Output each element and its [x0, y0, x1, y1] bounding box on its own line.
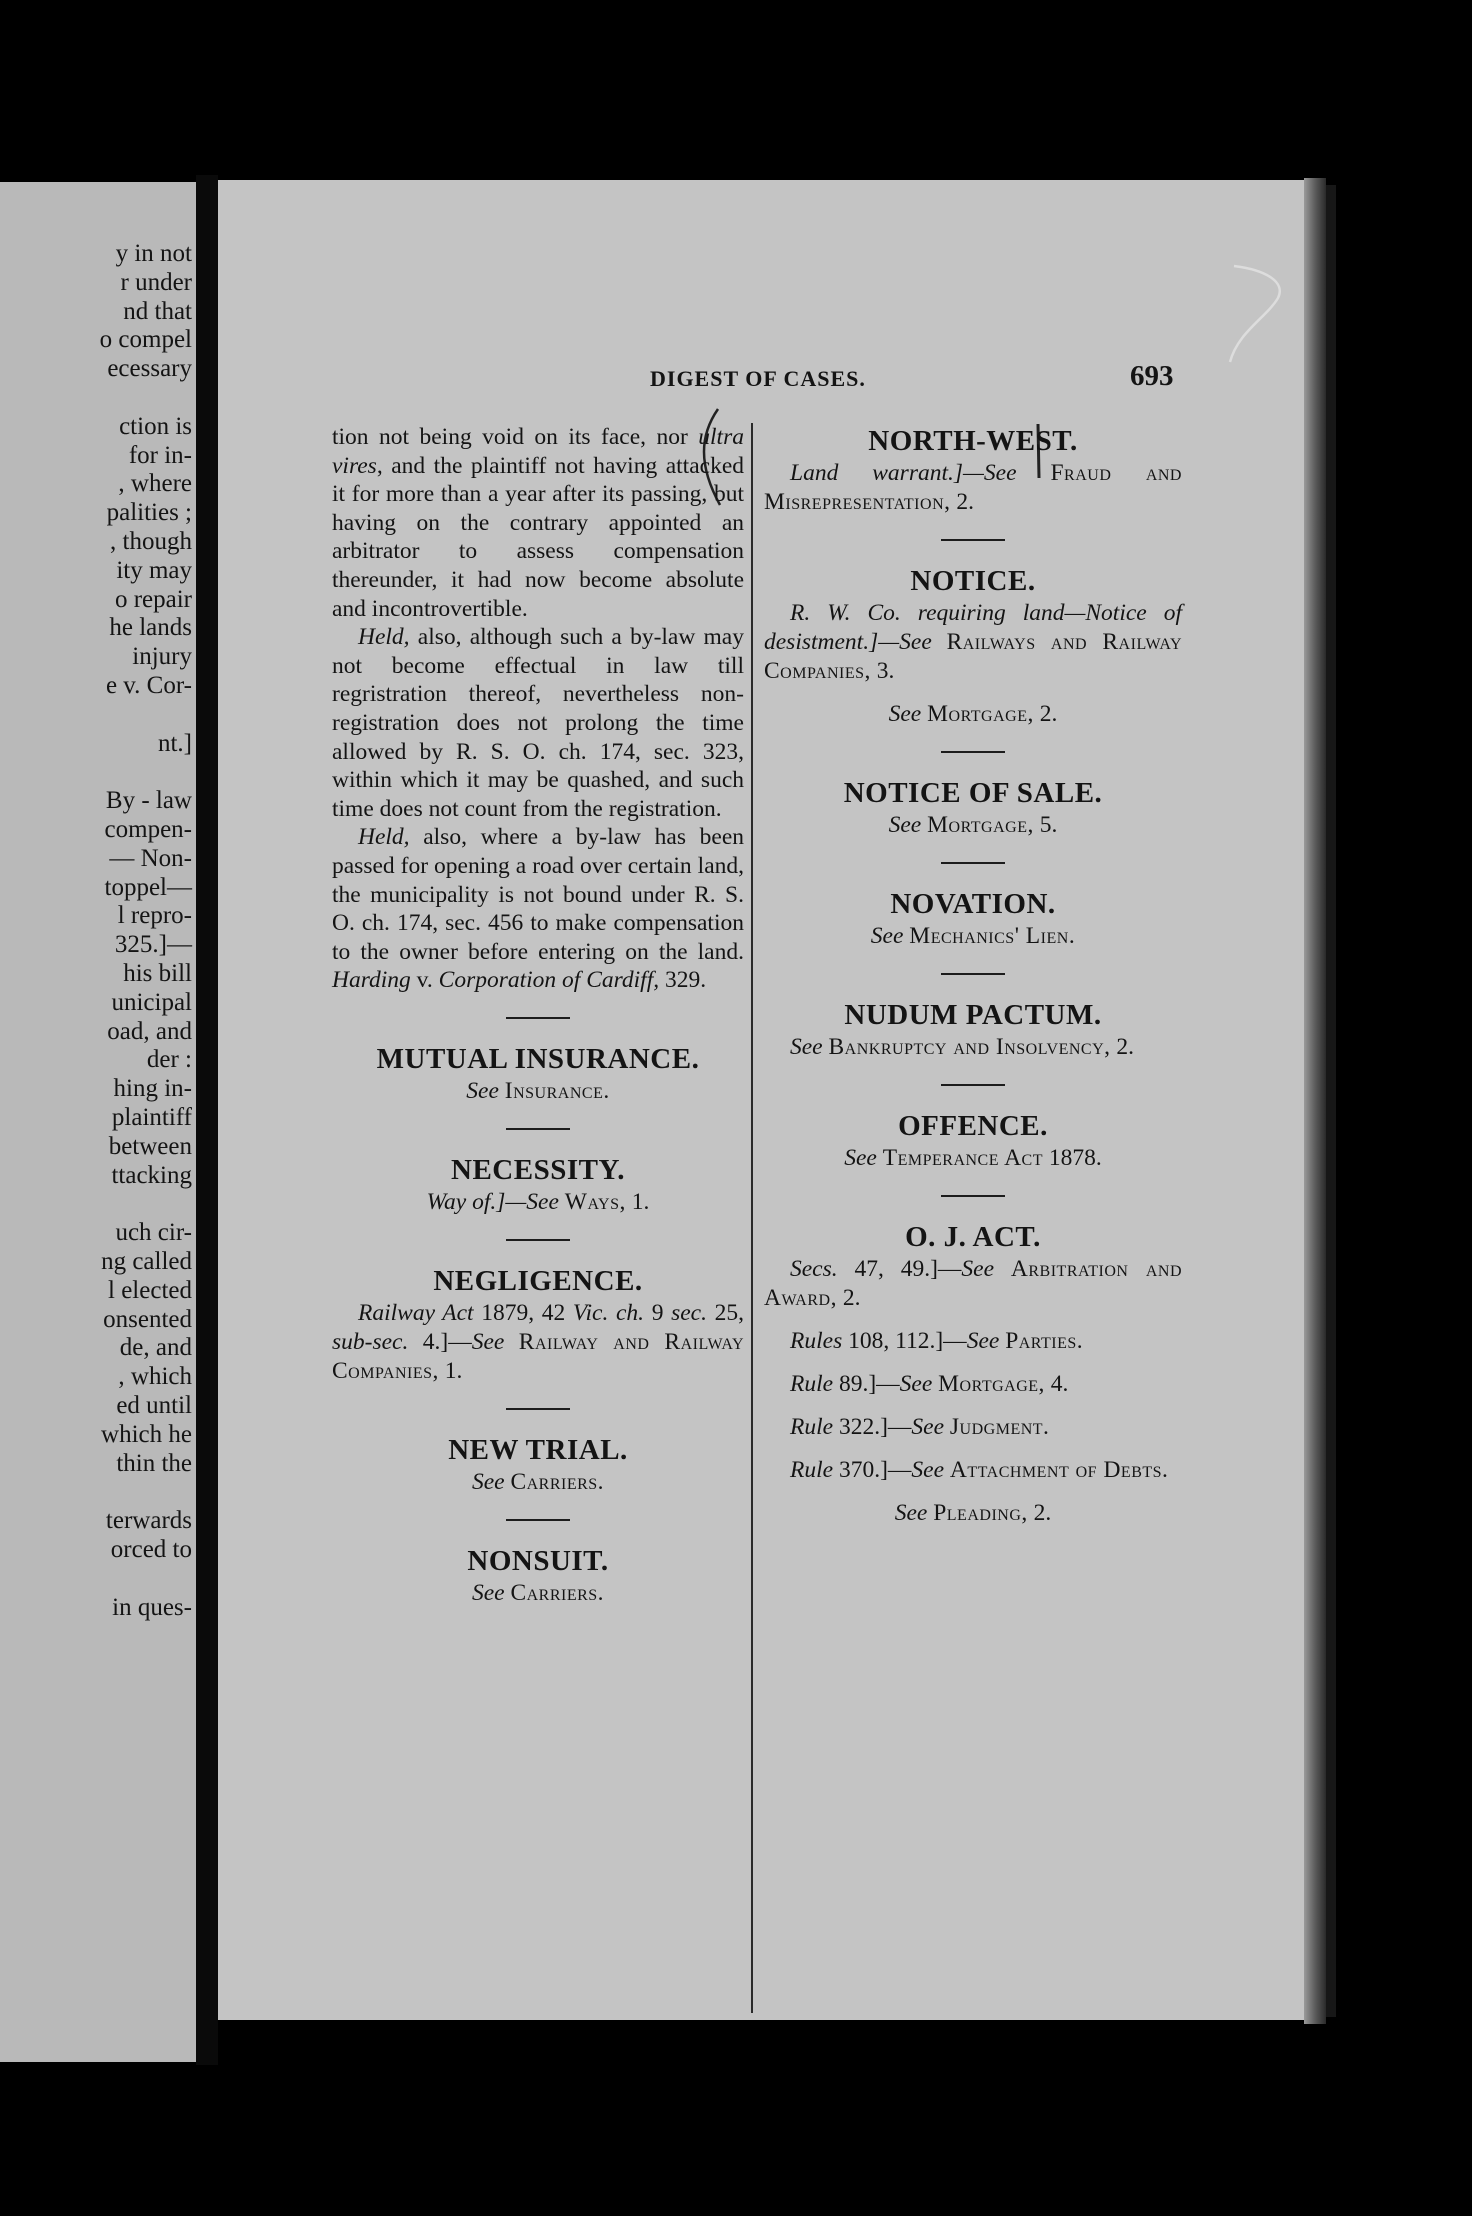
cross-reference: Carriers.: [510, 1579, 605, 1606]
left-facing-page: [0, 182, 196, 2062]
left-page-fragment: between: [108, 1132, 192, 1160]
see-label: See: [471, 1579, 505, 1606]
left-page-fragment: , which: [118, 1363, 192, 1391]
book-gutter: [196, 175, 218, 2065]
see-label: ]—See: [869, 629, 932, 655]
cross-reference: Bankruptcy and Insolvency,: [828, 1034, 1111, 1060]
entry-italic: Vic. ch.: [572, 1299, 645, 1326]
cross-reference: Parties.: [1005, 1328, 1084, 1354]
see-label: ]—See: [496, 1188, 559, 1215]
entry-oj-act-rules-108: [764, 1327, 1182, 1356]
para3-text: also, where a by-law has been passed for opening a road over certain land, the municipality is not bound under R. S. O. ch. 174, sec. 456 to make compensation to the owner before entering on the land.: [332, 824, 744, 965]
entry-oj-act-pleading: [764, 1499, 1182, 1528]
left-page-fragment: his bill: [123, 960, 192, 987]
heading-new-trial: NEW TRIAL.: [448, 1433, 628, 1466]
heading-oj-act: O. J. ACT.: [905, 1221, 1041, 1253]
left-column: [332, 423, 744, 1608]
right-column: [764, 423, 1182, 1528]
left-page-fragment: ed until: [116, 1392, 192, 1419]
cross-reference: Mortgage,: [938, 1371, 1045, 1397]
heading-necessity: NECESSITY.: [451, 1153, 625, 1186]
entry-oj-act-rule-322: [764, 1413, 1182, 1442]
entry-necessity: [332, 1188, 744, 1217]
ref-number: 3.: [870, 658, 895, 684]
entry-text: 89.]—: [833, 1371, 900, 1397]
left-page-fragment: injury: [132, 643, 192, 671]
ref-number: 2.: [1110, 1034, 1134, 1060]
left-page-fragment: hing in-: [113, 1075, 192, 1103]
ref-number: 4.: [1044, 1371, 1069, 1397]
topic: Rule: [790, 1457, 834, 1483]
entry-nudum-pactum: [764, 1033, 1182, 1062]
entry-nonsuit: [332, 1579, 744, 1608]
entry-text: 1879, 42: [473, 1299, 573, 1326]
left-page-fragment: l repro-: [117, 902, 192, 930]
left-page-fragment: , though: [110, 528, 192, 555]
cross-reference: Railways and Railway Companies,: [764, 629, 1182, 684]
left-page-fragment: in ques-: [112, 1593, 192, 1621]
cross-reference: Arbitration and Award,: [764, 1256, 1183, 1311]
topic: Rule: [790, 1414, 834, 1440]
entry-text: 9: [644, 1299, 672, 1326]
entry-text: 370.]—: [833, 1457, 912, 1483]
cross-reference: Judgment.: [949, 1414, 1050, 1440]
see-label: See: [471, 1328, 505, 1355]
ref-number: 5.: [1033, 812, 1058, 838]
see-label: ]—See: [953, 460, 1017, 486]
left-page-fragment: onsented: [103, 1305, 192, 1333]
cross-reference: Pleading,: [933, 1500, 1028, 1526]
left-page-fragment: plaintiff: [111, 1104, 192, 1131]
entry-notice-of-sale: [764, 811, 1182, 840]
left-page-fragment: nd that: [123, 297, 192, 325]
left-page-fragment: for in-: [128, 441, 192, 469]
ref-number: 1.: [625, 1188, 650, 1215]
heading-mutual-insurance: MUTUAL INSURANCE.: [376, 1042, 700, 1075]
entry-italic: sub-sec.: [332, 1328, 409, 1355]
ref-number: 2.: [950, 489, 974, 515]
entry-text: 108, 112.]—: [842, 1328, 967, 1354]
left-page-fragment: de, and: [119, 1334, 192, 1362]
entry-text: 322.]—: [833, 1414, 912, 1440]
para1-text: tion not being void on its face, nor ultra vires, and the plaintiff not having attacked it for more than a year after its passing, but having on the contrary appointed an arbitrator to assess compensation thereunder, it had now become absolute and incontrovertible.: [332, 424, 744, 622]
case-name: Harding: [332, 967, 411, 994]
left-page-fragment: nt.]: [157, 729, 192, 757]
left-page-fragment: ng called: [101, 1248, 192, 1275]
left-page-fragment: ttacking: [111, 1161, 192, 1189]
left-page-fragment: thin the: [116, 1449, 192, 1477]
cross-reference: Temperance Act: [882, 1145, 1043, 1171]
left-page-fragment: 325.]—: [114, 931, 192, 959]
left-page-fragment: palities ;: [106, 499, 192, 527]
column-rule: [751, 423, 753, 2013]
see-label: See: [911, 1414, 945, 1440]
entry-new-trial: [332, 1468, 744, 1497]
left-page-fragment: uch cir-: [115, 1219, 192, 1247]
see-label: See: [911, 1457, 945, 1483]
left-page-fragment: , where: [118, 470, 192, 498]
left-page-fragment: By - law: [105, 787, 192, 815]
entry-negligence: [332, 1299, 744, 1386]
topic: Secs.: [790, 1256, 838, 1282]
cross-reference: Mortgage,: [927, 812, 1034, 838]
entry-north-west: [764, 459, 1182, 517]
pen-mark-corner: [1226, 262, 1296, 372]
case-page: 329.: [659, 967, 707, 994]
running-header: DIGEST OF CASES.: [650, 366, 866, 391]
case-v: v.: [410, 967, 439, 994]
left-page-fragment: ity may: [116, 556, 192, 584]
left-page-fragment: o repair: [114, 585, 192, 613]
entry-oj-act-rule-89: [764, 1370, 1182, 1399]
heading-novation: NOVATION.: [890, 888, 1056, 920]
left-page-fragment: der :: [146, 1046, 192, 1074]
page-edge-shadow: [1326, 185, 1336, 2017]
cross-reference: Attachment of Debts.: [949, 1457, 1169, 1483]
see-label: See: [961, 1256, 995, 1282]
cross-reference: Carriers.: [510, 1468, 605, 1495]
see-label: See: [466, 1077, 499, 1104]
cross-reference: Mortgage,: [927, 701, 1034, 727]
entry-text: 4.]—: [408, 1328, 472, 1355]
heading-nudum-pactum: NUDUM PACTUM.: [844, 999, 1102, 1031]
ref-number: 2.: [1027, 1500, 1052, 1526]
left-page-fragment: compen-: [104, 816, 192, 843]
ref-number: 1878.: [1043, 1145, 1102, 1171]
cross-reference: Insurance.: [504, 1077, 610, 1104]
left-page-fragment: y in not: [115, 240, 192, 267]
para2-text: also, although such a by-law may not become effectual in law till regristration thereof, nevertheless non-registration does not prolong the time allowed by R. S. O. ch. 174, sec. 323, within which it may be quashed, and such time does not count from the registration.: [332, 624, 744, 822]
left-page-fragment: ecessary: [107, 355, 192, 383]
topic: Land warrant.: [790, 460, 954, 486]
page-number: 693: [1130, 360, 1174, 392]
topic: R. W. Co. requiring land—Notice of desistment.: [764, 600, 1182, 655]
see-label: See: [790, 1034, 823, 1060]
entry-notice: [764, 599, 1182, 686]
entry-text: 47, 49.]—: [837, 1256, 962, 1282]
heading-offence: OFFENCE.: [898, 1110, 1048, 1142]
left-page-fragment: o compel: [99, 326, 192, 354]
heading-notice-of-sale: NOTICE OF SALE.: [843, 777, 1103, 809]
entry-oj-act-rule-370: [764, 1456, 1182, 1485]
held-label: Held,: [358, 824, 410, 851]
topic: Railway Act: [358, 1299, 474, 1326]
latin-term: ultra vires: [332, 424, 744, 479]
cross-reference: Fraud and Misrepresentation,: [764, 460, 1182, 515]
entry-novation: [764, 922, 1182, 951]
see-label: See: [870, 923, 904, 949]
entry-offence: [764, 1144, 1182, 1173]
ref-number: 1.: [438, 1357, 463, 1384]
left-page-fragment: toppel—: [104, 873, 192, 901]
left-page-fragment: orced to: [110, 1536, 192, 1563]
entry-oj-act-secs: [764, 1255, 1182, 1313]
paragraph-continued: [332, 423, 744, 623]
see-label: See: [894, 1500, 928, 1526]
topic: Rule: [790, 1371, 834, 1397]
paragraph-held-registration: [332, 623, 744, 823]
left-page-fragment: terwards: [105, 1507, 192, 1535]
see-label: See: [888, 812, 922, 838]
see-label: See: [844, 1145, 877, 1171]
entry-mutual-insurance: [332, 1077, 744, 1106]
cross-reference: Mechanics' Lien.: [909, 923, 1076, 949]
page-edge-stack: [1304, 178, 1326, 2024]
left-page-fragment: oad, and: [107, 1017, 192, 1045]
cross-reference: Railway and Railway Companies,: [332, 1328, 745, 1384]
entry-text: 25,: [706, 1299, 745, 1326]
see-label: See: [888, 701, 922, 727]
left-page-fragment: e v. Cor-: [105, 672, 192, 699]
topic: Rules: [790, 1328, 843, 1354]
left-page-fragment: — Non-: [109, 844, 192, 872]
topic: Way of.: [426, 1188, 497, 1215]
left-page-fragment: which he: [101, 1420, 192, 1448]
heading-notice: NOTICE.: [910, 565, 1036, 597]
heading-north-west: NORTH-WEST.: [868, 425, 1078, 457]
ref-number: 2.: [1033, 701, 1058, 727]
see-label: See: [966, 1328, 1000, 1354]
cross-reference: Ways,: [564, 1188, 626, 1215]
case-name-2: Corporation of Cardiff,: [438, 967, 660, 994]
left-page-fragment: unicipal: [111, 988, 192, 1016]
see-label: See: [899, 1371, 933, 1397]
entry-italic: sec.: [671, 1299, 707, 1326]
heading-nonsuit: NONSUIT.: [467, 1544, 609, 1577]
main-page: [218, 180, 1304, 2020]
ref-number: 2.: [836, 1285, 861, 1311]
left-page-fragment: ction is: [119, 412, 192, 440]
left-page-fragment: he lands: [109, 614, 192, 642]
entry-notice-2: [764, 700, 1182, 729]
heading-negligence: NEGLIGENCE.: [433, 1264, 643, 1297]
left-page-fragment: l elected: [108, 1276, 192, 1304]
see-label: See: [471, 1468, 505, 1495]
held-label: Held,: [358, 624, 410, 651]
left-page-fragment: r under: [120, 268, 192, 296]
paragraph-held-compensation: [332, 823, 744, 995]
